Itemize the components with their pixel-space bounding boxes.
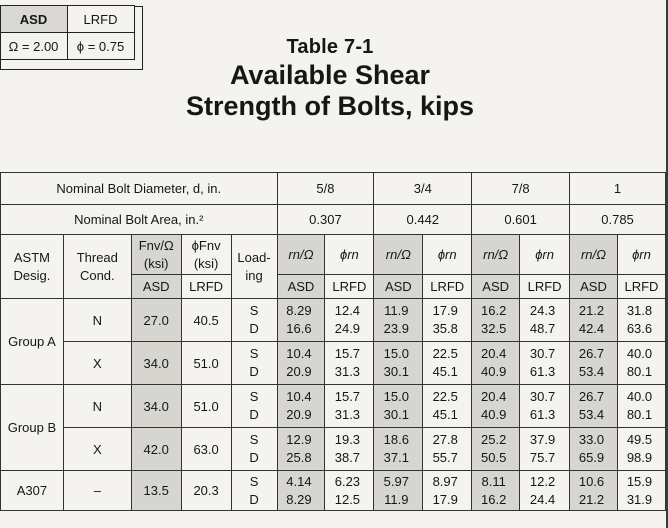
load-s: S	[249, 303, 259, 318]
value-d: 20.9	[286, 407, 312, 422]
value-cell	[617, 299, 665, 342]
value-s: 40.0	[626, 389, 653, 404]
value-cell	[423, 471, 472, 511]
value-d: 32.5	[481, 321, 507, 336]
value-s: 15.7	[334, 346, 361, 361]
legend-omega: Ω = 2.00	[0, 33, 67, 60]
value-d: 45.1	[432, 364, 458, 379]
sub-asd: ASD	[131, 275, 181, 299]
load-s: S	[249, 432, 259, 447]
value-d: 25.8	[286, 450, 312, 465]
rn-asd-5-8: rn/Ω	[277, 235, 325, 275]
fnv-asd-header: Fnv/Ω (ksi)	[131, 235, 181, 275]
value-cell	[423, 342, 472, 385]
value-s: 24.3	[529, 303, 556, 318]
value-s: 15.9	[626, 473, 653, 489]
load-d: D	[249, 364, 259, 379]
value-d: 53.4	[578, 407, 605, 422]
value-cell	[570, 471, 618, 511]
load-s: S	[249, 346, 259, 361]
value-d: 75.7	[529, 450, 556, 465]
fnv-lrfd: 51.0	[181, 385, 231, 428]
value-s: 19.3	[334, 432, 361, 447]
value-s: 20.4	[481, 389, 507, 404]
sub-asd: ASD	[374, 275, 423, 299]
value-cell	[570, 299, 618, 342]
value-s: 15.0	[383, 346, 409, 361]
legend-box	[0, 6, 143, 70]
group-label: A307	[1, 471, 64, 511]
value-s: 16.2	[481, 303, 507, 318]
rn-asd-1: rn/Ω	[570, 235, 618, 275]
thread-cond: N	[63, 385, 131, 428]
table-row	[1, 385, 666, 428]
load-s: S	[249, 473, 259, 489]
value-d: 38.7	[334, 450, 361, 465]
fnv-asd: 27.0	[131, 299, 181, 342]
value-d: 24.4	[529, 491, 556, 507]
value-s: 22.5	[432, 346, 458, 361]
value-d: 17.9	[432, 491, 458, 507]
value-d: 48.7	[529, 321, 556, 336]
value-cell	[277, 385, 325, 428]
value-s: 10.6	[578, 473, 605, 489]
title-main: Available Shear	[229, 60, 431, 90]
value-s: 10.4	[286, 346, 312, 361]
table-row	[1, 471, 666, 511]
table-row	[1, 299, 666, 342]
value-cell	[423, 385, 472, 428]
value-s: 5.97	[383, 473, 409, 489]
rn-lrfd-7-8: ϕrn	[520, 235, 570, 275]
value-d: 45.1	[432, 407, 458, 422]
legend-asd: ASD	[0, 6, 67, 33]
value-d: 11.9	[384, 491, 409, 507]
value-cell	[617, 342, 665, 385]
value-s: 25.2	[481, 432, 507, 447]
fnv-lrfd: 40.5	[181, 299, 231, 342]
load-d: D	[249, 450, 259, 465]
loading	[231, 385, 277, 428]
value-s: 37.9	[529, 432, 556, 447]
value-cell	[520, 471, 570, 511]
value-d: 63.6	[626, 321, 653, 336]
value-cell	[570, 428, 618, 471]
value-s: 30.7	[529, 346, 556, 361]
load-d: D	[249, 491, 259, 507]
value-s: 6.23	[334, 473, 361, 489]
load-d: D	[249, 407, 259, 422]
value-cell	[570, 385, 618, 428]
value-s: 8.11	[481, 473, 506, 489]
value-s: 15.7	[334, 389, 361, 404]
thread-cond: X	[63, 428, 131, 471]
value-s: 8.29	[286, 303, 312, 318]
value-d: 16.2	[481, 491, 507, 507]
value-cell	[617, 428, 665, 471]
value-d: 80.1	[626, 364, 653, 379]
value-cell	[472, 385, 520, 428]
value-s: 12.9	[286, 432, 312, 447]
value-s: 12.2	[529, 473, 556, 489]
value-d: 31.3	[334, 364, 361, 379]
table-title	[150, 36, 510, 122]
diameter-7-8: 7/8	[472, 173, 570, 205]
value-cell	[374, 299, 423, 342]
value-d: 31.3	[334, 407, 361, 422]
value-s: 22.5	[432, 389, 458, 404]
value-d: 31.9	[626, 491, 653, 507]
rn-asd-3-4: rn/Ω	[374, 235, 423, 275]
fnv-asd: 42.0	[131, 428, 181, 471]
diameter-1: 1	[570, 173, 666, 205]
value-s: 40.0	[626, 346, 653, 361]
loading	[231, 428, 277, 471]
sub-asd: ASD	[570, 275, 618, 299]
value-s: 26.7	[578, 346, 605, 361]
value-cell	[277, 471, 325, 511]
sub-lrfd: LRFD	[520, 275, 570, 299]
fnv-lrfd: 63.0	[181, 428, 231, 471]
fnv-asd: 34.0	[131, 385, 181, 428]
astm-header: ASTM Desig.	[1, 235, 64, 299]
area-3-4: 0.442	[374, 205, 472, 235]
value-cell	[325, 299, 374, 342]
value-d: 20.9	[286, 364, 312, 379]
value-s: 27.8	[432, 432, 458, 447]
value-cell	[277, 299, 325, 342]
loading	[231, 471, 277, 511]
value-d: 80.1	[626, 407, 653, 422]
value-s: 10.4	[286, 389, 312, 404]
area-label: Nominal Bolt Area, in.²	[1, 205, 278, 235]
value-s: 30.7	[529, 389, 556, 404]
value-cell	[374, 428, 423, 471]
value-d: 42.4	[578, 321, 605, 336]
value-d: 40.9	[481, 364, 507, 379]
value-d: 55.7	[432, 450, 458, 465]
diameter-5-8: 5/8	[277, 173, 374, 205]
area-5-8: 0.307	[277, 205, 374, 235]
table-row	[1, 428, 666, 471]
value-cell	[520, 342, 570, 385]
value-s: 33.0	[578, 432, 605, 447]
value-cell	[617, 471, 665, 511]
value-s: 49.5	[626, 432, 653, 447]
value-s: 26.7	[578, 389, 605, 404]
value-d: 30.1	[383, 407, 409, 422]
thread-header: Thread Cond.	[63, 235, 131, 299]
title-table-number: Table 7-1	[286, 36, 374, 58]
value-s: 15.0	[383, 389, 409, 404]
area-1: 0.785	[570, 205, 666, 235]
fnv-lrfd: 51.0	[181, 342, 231, 385]
value-cell	[325, 342, 374, 385]
value-cell	[423, 428, 472, 471]
value-d: 98.9	[626, 450, 653, 465]
value-d: 23.9	[383, 321, 409, 336]
legend-phi: ϕ = 0.75	[67, 33, 134, 60]
value-cell	[423, 299, 472, 342]
value-cell	[325, 385, 374, 428]
load-d: D	[249, 321, 259, 336]
value-d: 16.6	[286, 321, 312, 336]
diameter-3-4: 3/4	[374, 173, 472, 205]
diameter-label: Nominal Bolt Diameter, d, in.	[1, 173, 278, 205]
fnv-lrfd: 20.3	[181, 471, 231, 511]
thread-cond: –	[63, 471, 131, 511]
sub-asd: ASD	[472, 275, 520, 299]
value-d: 50.5	[481, 450, 507, 465]
value-d: 40.9	[481, 407, 507, 422]
value-cell	[570, 342, 618, 385]
fnv-asd: 13.5	[131, 471, 181, 511]
value-d: 61.3	[529, 407, 556, 422]
value-d: 30.1	[383, 364, 409, 379]
rn-lrfd-1: ϕrn	[617, 235, 665, 275]
sub-lrfd: LRFD	[181, 275, 231, 299]
value-d: 21.2	[578, 491, 605, 507]
value-cell	[472, 428, 520, 471]
value-cell	[374, 471, 423, 511]
value-cell	[472, 342, 520, 385]
value-d: 35.8	[432, 321, 458, 336]
value-s: 17.9	[432, 303, 458, 318]
loading-header: Load- ing	[231, 235, 277, 299]
value-cell	[374, 342, 423, 385]
load-s: S	[249, 389, 259, 404]
sub-lrfd: LRFD	[423, 275, 472, 299]
rn-lrfd-5-8: ϕrn	[325, 235, 374, 275]
value-s: 20.4	[481, 346, 507, 361]
thread-cond: N	[63, 299, 131, 342]
value-d: 12.5	[334, 491, 361, 507]
group-label: Group B	[1, 385, 64, 471]
shear-strength-table	[0, 172, 666, 511]
sub-lrfd: LRFD	[617, 275, 665, 299]
value-d: 53.4	[578, 364, 605, 379]
value-cell	[472, 299, 520, 342]
value-cell	[325, 471, 374, 511]
value-cell	[374, 385, 423, 428]
value-cell	[277, 342, 325, 385]
value-d: 65.9	[578, 450, 605, 465]
value-s: 11.9	[384, 303, 409, 318]
value-d: 8.29	[286, 491, 312, 507]
value-d: 37.1	[383, 450, 409, 465]
value-cell	[472, 471, 520, 511]
sub-asd: ASD	[277, 275, 325, 299]
value-cell	[520, 385, 570, 428]
value-s: 21.2	[578, 303, 605, 318]
title-sub: Strength of Bolts, kips	[185, 91, 474, 121]
loading	[231, 299, 277, 342]
value-d: 61.3	[529, 364, 556, 379]
value-d: 24.9	[334, 321, 361, 336]
value-cell	[325, 428, 374, 471]
rn-lrfd-3-4: ϕrn	[423, 235, 472, 275]
value-cell	[520, 428, 570, 471]
sub-lrfd: LRFD	[325, 275, 374, 299]
legend-lrfd: LRFD	[67, 6, 134, 33]
value-s: 31.8	[626, 303, 653, 318]
value-s: 4.14	[286, 473, 312, 489]
table-row	[1, 342, 666, 385]
value-cell	[617, 385, 665, 428]
group-label: Group A	[1, 299, 64, 385]
fnv-lrfd-header: ϕFnv (ksi)	[181, 235, 231, 275]
thread-cond: X	[63, 342, 131, 385]
loading	[231, 342, 277, 385]
value-s: 12.4	[334, 303, 361, 318]
value-cell	[277, 428, 325, 471]
value-s: 18.6	[383, 432, 409, 447]
value-cell	[520, 299, 570, 342]
area-7-8: 0.601	[472, 205, 570, 235]
rn-asd-7-8: rn/Ω	[472, 235, 520, 275]
value-s: 8.97	[432, 473, 458, 489]
fnv-asd: 34.0	[131, 342, 181, 385]
